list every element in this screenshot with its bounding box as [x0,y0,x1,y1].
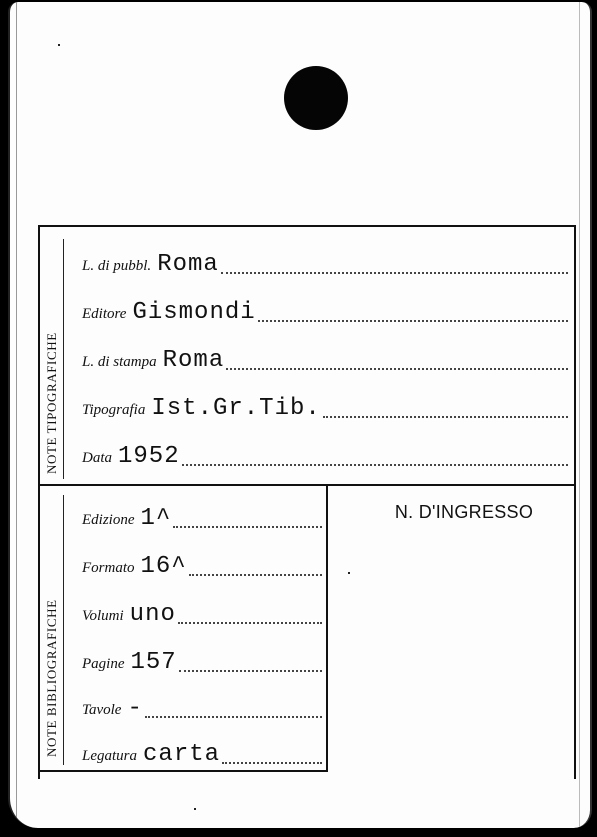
bottom-line [38,770,326,772]
dotted-line [145,716,322,718]
dotted-line [179,670,322,672]
field-tipografia [82,391,568,421]
field-value: - [127,695,143,722]
field-label: Pagine [82,656,125,672]
field-label: L. di stampa [82,354,157,370]
inner-rule [63,495,64,765]
field-tavole [82,691,322,721]
section-title-tipografiche: NOTE TIPOGRAFICHE [44,332,59,474]
field-value: 157 [130,649,177,676]
card-edge-right [579,2,580,828]
field-edizione [82,501,322,531]
card-edge-left [16,2,17,828]
field-pagine [82,645,322,675]
field-luogo-pubblicazione [82,247,568,277]
field-data [82,439,568,469]
field-value: Roma [162,347,225,374]
dotted-line [182,464,568,466]
field-volumi [82,597,322,627]
dotted-line [323,416,568,418]
field-label: Tipografia [82,402,146,418]
field-value: 1952 [118,443,180,470]
dotted-line [173,526,322,528]
field-value: Roma [157,251,219,278]
field-label: Editore [82,306,127,322]
field-value: uno [129,601,176,628]
catalog-card [8,2,592,828]
dotted-line [189,574,322,576]
field-luogo-stampa [82,343,568,373]
field-value: carta [143,741,221,768]
field-value: 1^ [140,505,172,532]
punch-hole [284,66,348,130]
field-legatura [82,737,322,767]
field-label: Data [82,450,112,466]
field-formato [82,549,322,579]
field-value: 16^ [140,553,187,580]
dotted-line [222,762,322,764]
field-label: L. di pubbl. [82,258,152,274]
inner-rule [63,239,64,479]
field-label: Legatura [82,748,138,764]
speck [58,44,60,46]
dotted-line [226,368,568,370]
column-divider [326,486,328,772]
ingresso-label: N. D'INGRESSO [394,502,534,522]
field-editore [82,295,568,325]
field-value: Gismondi [132,299,256,326]
section-divider [38,484,574,486]
field-label: Volumi [82,608,124,624]
field-label: Formato [82,560,135,576]
field-label: Tavole [82,702,122,718]
field-value: Ist.Gr.Tib. [151,395,321,422]
dotted-line [258,320,568,322]
section-title-bibliografiche: NOTE BIBLIOGRAFICHE [44,599,59,757]
dotted-line [178,622,322,624]
dotted-line [221,272,568,274]
speck [194,808,196,810]
field-label: Edizione [82,512,135,528]
form-border-left [38,227,40,779]
form-box [38,225,576,779]
